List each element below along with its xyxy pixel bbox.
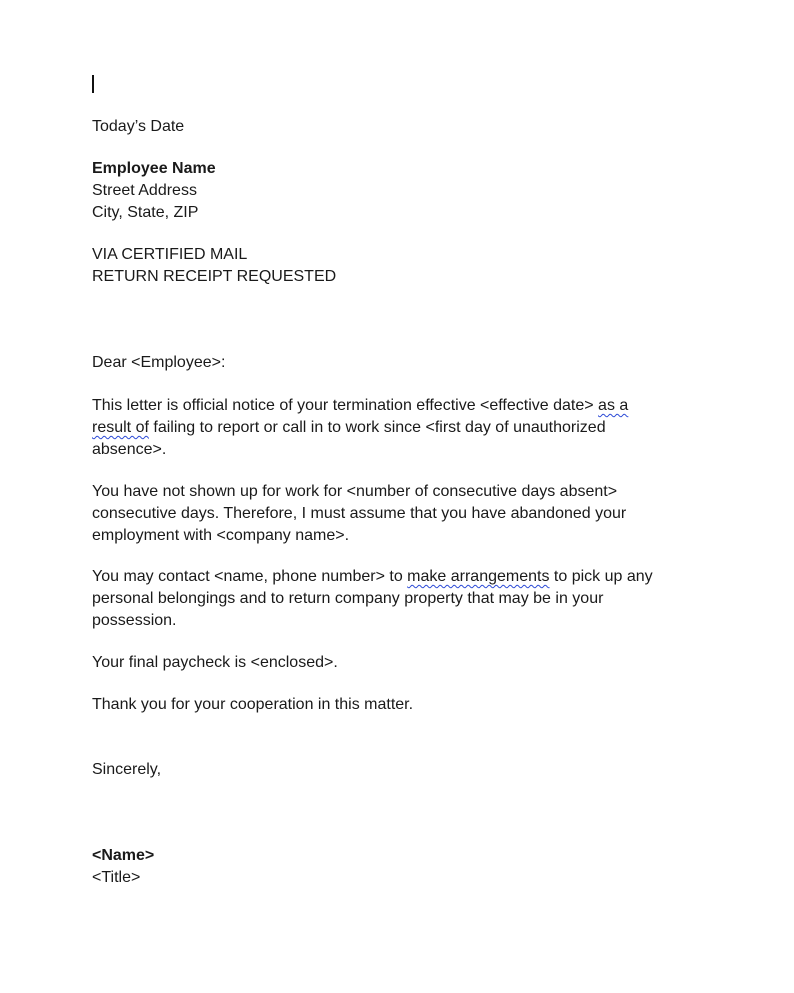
signer-title: <Title> [92,869,141,886]
paragraph-2-line-3: employment with <company name>. [92,527,350,544]
paragraph-1-line-1 [92,395,628,417]
signer-name: <Name> [92,847,155,864]
paragraph-1-line-3: absence>. [92,441,167,458]
salutation: Dear <Employee>: [92,354,226,371]
paragraph-3-line-1 [92,566,653,588]
text-cursor [92,75,94,93]
recipient-name: Employee Name [92,160,216,177]
paragraph-1-line-2 [92,417,606,439]
paragraph-2-line-2: consecutive days. Therefore, I must assume that you have abandoned your [92,505,627,522]
grammar-flag[interactable]: make arrangements [407,568,550,585]
closing: Sincerely, [92,761,162,778]
delivery-receipt: RETURN RECEIPT REQUESTED [92,268,337,285]
grammar-flag[interactable]: result of [92,419,149,436]
paragraph-5: Thank you for your cooperation in this matter. [92,696,414,713]
paragraph-4: Your final paycheck is <enclosed>. [92,654,338,671]
paragraph-1-text: failing to report or call in to work since <first day of unauthorized [148,419,606,436]
paragraph-3-line-3: possession. [92,612,177,629]
grammar-flag[interactable]: as a [598,397,629,414]
recipient-city-state-zip: City, State, ZIP [92,204,199,221]
paragraph-1-text: This letter is official notice of your termination effective <effective date> [92,397,599,414]
paragraph-3-text: to pick up any [549,568,653,585]
recipient-street: Street Address [92,182,197,199]
date-line: Today’s Date [92,118,185,135]
paragraph-2-line-1: You have not shown up for work for <number of consecutive days absent> [92,483,618,500]
paragraph-3-line-2: personal belongings and to return company property that may be in your [92,590,604,607]
delivery-method: VIA CERTIFIED MAIL [92,246,248,263]
paragraph-3-text: You may contact <name, phone number> to [92,568,408,585]
